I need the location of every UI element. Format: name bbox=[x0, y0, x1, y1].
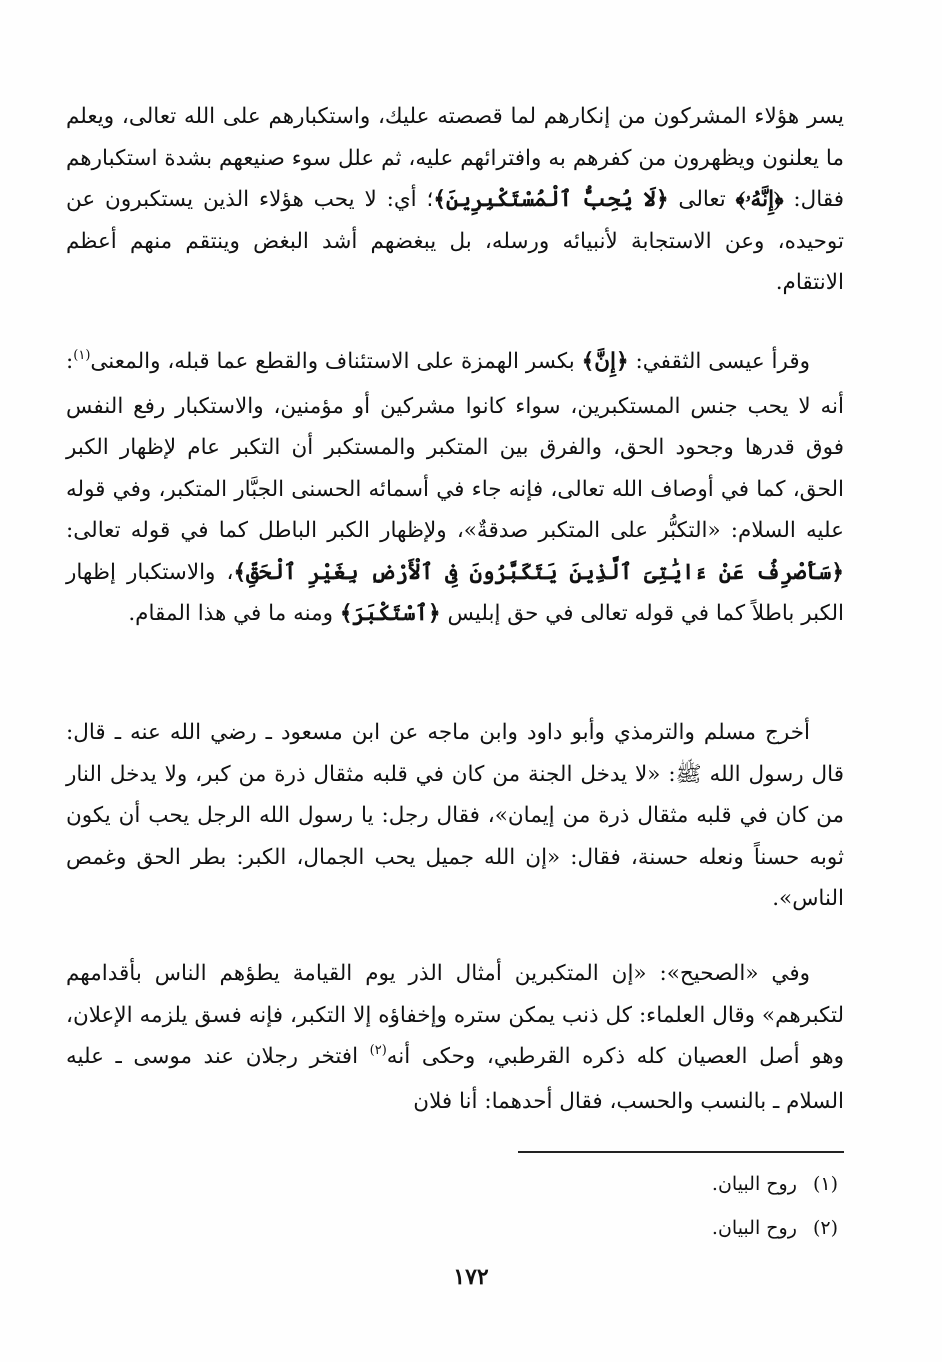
footnote-2-number: (٢) bbox=[812, 1217, 838, 1239]
text-segment: وقرأ عيسى الثقفي: bbox=[628, 349, 810, 374]
text-segment: وفي «الصحيح»: «إن المتكبرين أمثال الذر يوم القيامة يطؤهم الناس بأقدامهم لتكبرهم» وقال العلماء: كل ذنب يمكن ستره وإخفاؤه إلا التكبر، فإنه فسق يلزمه الإعلان، وهو أصل العصيان كله ذكره القرطبي، وحكى أنه bbox=[66, 961, 844, 1069]
paragraph-3-text bbox=[66, 712, 844, 920]
footnote-2 bbox=[712, 1215, 838, 1241]
page-number: ١٧٢ bbox=[453, 1264, 489, 1290]
paragraph-2-text bbox=[66, 341, 844, 635]
quran-verse: ﴿إِنَّهُۥ﴾ bbox=[735, 187, 784, 212]
footnote-1-text: روح البيان. bbox=[711, 1173, 797, 1195]
text-segment: يسر هؤلاء المشركون من إنكارهم لما قصصته عليك، واستكبارهم على الله تعالى، ويعلم ما يعلنون ويظهرون من كفرهم به وافترائهم عليه، ثم علل سوء صنيعهم بشدة استكبارهم فقال: bbox=[66, 104, 845, 212]
text-segment: ، والاستكبار إظهار الكبر باطلاً كما في قوله تعالى في حق إبليس bbox=[66, 559, 844, 626]
footnote-1-number: (١) bbox=[812, 1173, 838, 1195]
footnote-separator bbox=[518, 1151, 844, 1153]
paragraph-1-text bbox=[66, 96, 844, 304]
quran-verse: ﴿ٱسْتَكْبَرَ﴾ bbox=[339, 601, 441, 626]
footnote-1 bbox=[712, 1171, 838, 1197]
text-segment: افتخر رجلان عند موسى ـ عليه السلام ـ بالنسب والحسب، فقال أحدهما: أنا فلان bbox=[66, 1044, 844, 1114]
paragraph-4-text bbox=[66, 953, 844, 1122]
text-segment: أخرج مسلم والترمذي وأبو داود وابن ماجه عن ابن مسعود ـ رضي الله عنه ـ قال: قال رسول الله ﷺ: «لا يدخل الجنة من كان في قلبه مثقال ذرة من كبر، ولا يدخل النار من كان في قلبه مثقال ذرة من إيمان»، فقال رجل: يا رسول الله الرجل يحب أن يكون ثوبه حسناً ونعله حسنة، فقال: «إن الله جميل يحب الجمال، الكبر: بطر الحق وغمص الناس». bbox=[66, 720, 844, 911]
text-segment: تعالى bbox=[668, 187, 736, 212]
footnote-reference: (٢) bbox=[369, 1043, 387, 1058]
paragraph-1 bbox=[66, 96, 844, 304]
text-segment: ومنه ما في هذا المقام. bbox=[128, 601, 340, 626]
footnote-2-text: روح البيان. bbox=[711, 1217, 797, 1239]
quran-verse: ﴿سَأَصْرِفُ عَنْ ءَايَٰتِىَ ٱلَّذِينَ يَتَكَبَّرُونَ فِى ٱلْأَرْضِ بِغَيْرِ ٱلْحَقِّ﴾ bbox=[233, 559, 844, 585]
text-segment: بكسر الهمزة على الاستئناف والقطع عما قبله، والمعنى bbox=[90, 349, 582, 374]
quran-verse: ﴿إِنَّ﴾ bbox=[581, 349, 629, 374]
paragraph-2 bbox=[66, 341, 844, 635]
paragraph-3 bbox=[66, 712, 844, 920]
quran-verse: ﴿لَا يُحِبُّ ٱلْمُسْتَكْبِرِينَ﴾ bbox=[433, 187, 669, 212]
paragraph-4 bbox=[66, 953, 844, 1122]
footnote-reference: (١) bbox=[73, 348, 91, 363]
text-segment: : أنه لا يحب جنس المستكبرين، سواء كانوا مشركين أو مؤمنين، والاستكبار رفع النفس فوق قدرها وجحود الحق، والفرق بين المتكبر والمستكبر أن التكبر عام لإظهار الكبر الحق، كما في أوصاف الله تعالى، فإنه جاء في أسمائه الحسنى الجبَّار المتكبر، وفي قوله عليه السلام: «التكبُّر على المتكبر صدقةٌ»، ولإظهار الكبر الباطل كما في قوله تعالى: bbox=[66, 349, 844, 543]
text-segment: ؛ أي: لا يحب هؤلاء الذين يستكبرون عن توحيده، وعن الاستجابة لأنبيائه ورسله، بل يبغضهم أشد البغض وينتقم منهم أعظم الانتقام. bbox=[66, 187, 844, 295]
